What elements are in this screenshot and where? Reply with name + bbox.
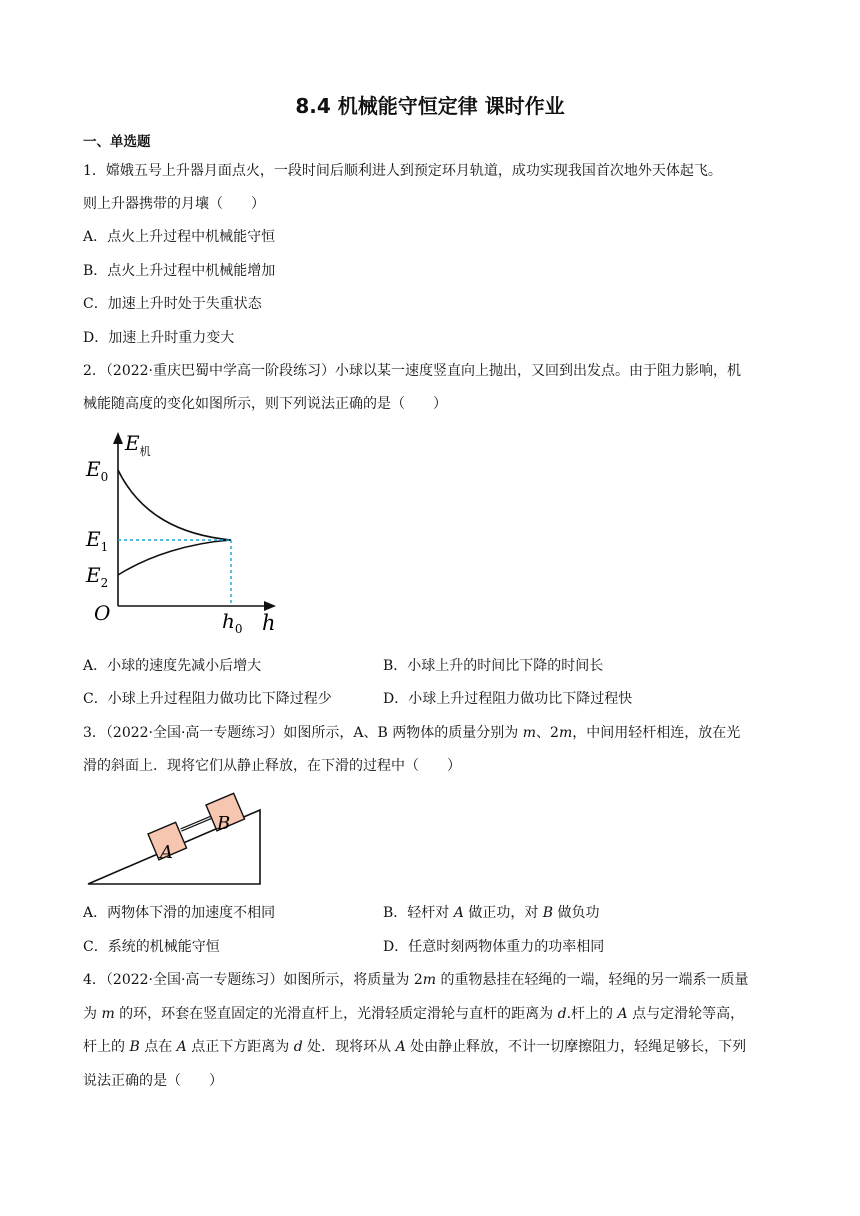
q2-option-b: B．小球上升的时间比下降的时间长 <box>383 658 604 674</box>
label-e1: $E_1$ <box>86 527 109 554</box>
q2-stem-line1: 2．（2022·重庆巴蜀中学高一阶段练习）小球以某一速度竖直向上抛出，又回到出发点。由于阻力影响，机 <box>83 363 741 379</box>
q2-option-c: C．小球上升过程阻力做功比下降过程少 <box>83 691 332 707</box>
q3-stem-line1: 3．（2022·全国·高一专题练习）如图所示，A、B 两物体的质量分别为 m、2m，中间用轻杆相连，放在光 <box>83 725 741 741</box>
q1-stem-line1: 1．嫦娥五号上升器月面点火，一段时间后顺利进人到预定环月轨道，成功实现我国首次地外天体起飞。 <box>83 163 722 179</box>
q2-option-d: D．小球上升过程阻力做功比下降过程快 <box>383 691 633 707</box>
q3-stem-line2: 滑的斜面上．现将它们从静止释放，在下滑的过程中（ ） <box>83 758 461 774</box>
q4-stem-line2: 为 m 的环，环套在竖直固定的光滑直杆上，光滑轻质定滑轮与直杆的距离为 d.杆上的 A 点与定滑轮等高， <box>83 1006 745 1022</box>
q1-option-c: C．加速上升时处于失重状态 <box>83 296 262 312</box>
q3-option-d: D．任意时刻两物体重力的功率相同 <box>383 939 605 955</box>
x-axis-label: h <box>262 611 276 635</box>
block-b-label: B <box>217 813 231 834</box>
incline-diagram <box>84 786 269 890</box>
q1-option-d: D．加速上升时重力变大 <box>83 330 235 346</box>
upper-curve <box>118 470 231 540</box>
label-e2: $E_2$ <box>86 563 109 590</box>
q1-stem-line2: 则上升器携带的月壤（ ） <box>83 196 265 212</box>
q3-option-b: B．轻杆对 A 做正功，对 B 做负功 <box>383 905 600 921</box>
label-h0: $h_0$ <box>222 609 243 636</box>
label-e0: $E_0$ <box>86 457 109 484</box>
q1-option-a: A．点火上升过程中机械能守恒 <box>83 229 276 245</box>
q4-stem-line4: 说法正确的是（ ） <box>83 1073 223 1089</box>
y-axis-label: $E_机$ <box>125 431 151 458</box>
y-axis-arrow <box>113 432 123 444</box>
lower-curve <box>118 540 231 575</box>
label-origin: O <box>94 601 111 625</box>
page-title: 8.4 机械能守恒定律 课时作业 <box>295 94 565 118</box>
q2-option-a: A．小球的速度先减小后增大 <box>83 658 262 674</box>
q2-stem-line2: 械能随高度的变化如图所示，则下列说法正确的是（ ） <box>83 396 447 412</box>
q4-stem-line3: 杆上的 B 点在 A 点正下方距离为 d 处．现将环从 A 处由静止释放，不计一切摩擦阻力，轻绳足够长，下列 <box>83 1039 747 1055</box>
q3-option-a: A．两物体下滑的加速度不相同 <box>83 905 276 921</box>
q4-stem-line1: 4．（2022·全国·高一专题练习）如图所示，将质量为 2m 的重物悬挂在轻绳的一端，轻绳的另一端系一质量 <box>83 972 749 988</box>
section-heading: 一、单选题 <box>83 134 151 150</box>
q1-option-b: B．点火上升过程中机械能增加 <box>83 263 276 279</box>
block-a-label: A <box>160 842 173 863</box>
x-axis-arrow <box>264 601 276 611</box>
energy-height-graph <box>80 430 290 640</box>
q3-option-c: C．系统的机械能守恒 <box>83 939 220 955</box>
